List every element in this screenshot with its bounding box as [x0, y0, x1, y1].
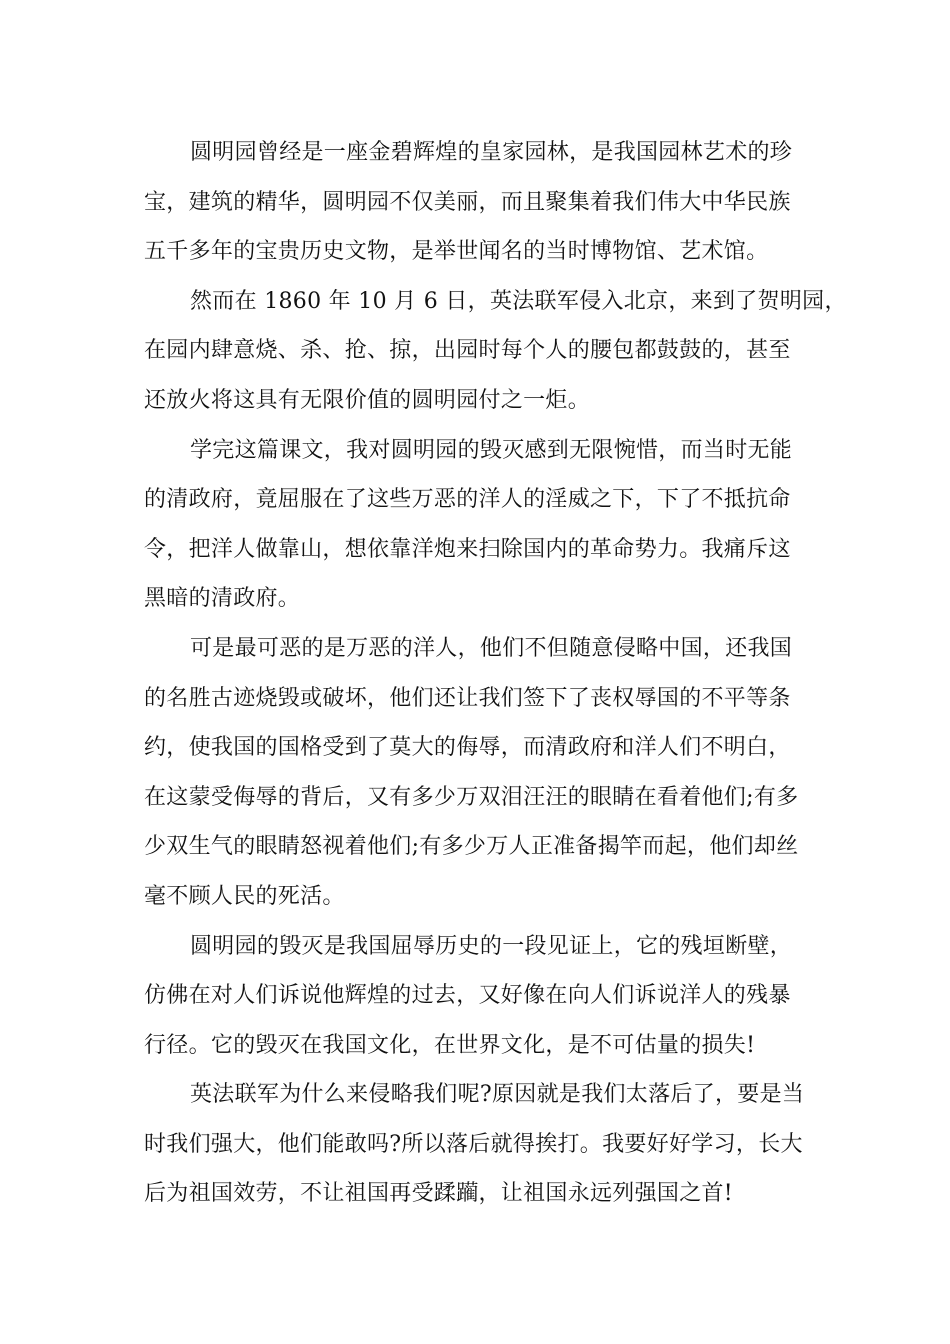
paragraph-line: 圆明园的毁灭是我国屈辱历史的一段见证上，它的残垣断壁， [190, 933, 793, 959]
paragraph-line: 行径。它的毁灭在我国文化，在世界文化，是不可估量的损失! [144, 1032, 756, 1058]
paragraph-5 [144, 922, 814, 1071]
paragraph-line: 时我们强大，他们能敢吗?所以落后就得挨打。我要好好学习，长大 [144, 1131, 803, 1157]
paragraph-line: 宝，建筑的精华，圆明园不仅美丽，而且聚集着我们伟大中华民族 [144, 189, 791, 215]
document-body [144, 128, 847, 1219]
paragraph-4 [144, 624, 814, 922]
paragraph-2 [144, 277, 847, 426]
paragraph-3 [144, 426, 814, 624]
paragraph-line: 的清政府，竟屈服在了这些万恶的洋人的淫威之下，下了不抵抗命 [144, 487, 791, 513]
paragraph-line: 少双生气的眼睛怒视着他们;有多少万人正准备揭竿而起，他们却丝 [144, 834, 799, 860]
paragraph-line: 还放火将这具有无限价值的圆明园付之一炬。 [144, 387, 591, 413]
paragraph-line: 约，使我国的国格受到了莫大的侮辱，而清政府和洋人们不明白， [144, 735, 791, 761]
paragraph-line: 令，把洋人做靠山，想依靠洋炮来扫除国内的革命势力。我痛斥这 [144, 536, 791, 562]
paragraph-line: 可是最可恶的是万恶的洋人，他们不但随意侵略中国，还我国 [190, 635, 793, 661]
paragraph-6 [144, 1070, 814, 1219]
paragraph-line: 学完这篇课文，我对圆明园的毁灭感到无限惋惜，而当时无能 [190, 437, 793, 463]
paragraph-line: 在这蒙受侮辱的背后，又有多少万双泪汪汪的眼睛在看着他们;有多 [144, 784, 799, 810]
paragraph-line: 然而在 1860 年 10 月 6 日，英法联军侵入北京，来到了贺明园， [190, 288, 847, 314]
paragraph-line: 的名胜古迹烧毁或破坏，他们还让我们签下了丧权辱国的不平等条 [144, 685, 791, 711]
paragraph-line: 五千多年的宝贵历史文物，是举世闻名的当时博物馆、艺术馆。 [144, 239, 769, 265]
paragraph-line: 圆明园曾经是一座金碧辉煌的皇家园林，是我国园林艺术的珍 [190, 140, 793, 165]
paragraph-line: 毫不顾人民的死活。 [144, 883, 345, 909]
paragraph-1 [144, 128, 814, 277]
paragraph-line: 黑暗的清政府。 [144, 586, 301, 612]
paragraph-line: 仿佛在对人们诉说他辉煌的过去，又好像在向人们诉说洋人的残暴 [144, 983, 791, 1009]
paragraph-line: 后为祖国效劳，不让祖国再受蹂躏，让祖国永远列强国之首! [144, 1181, 733, 1207]
paragraph-line: 英法联军为什么来侵略我们呢?原因就是我们太落后了，要是当 [190, 1082, 805, 1108]
paragraph-line: 在园内肆意烧、杀、抢、掠，出园时每个人的腰包都鼓鼓的，甚至 [144, 338, 791, 364]
